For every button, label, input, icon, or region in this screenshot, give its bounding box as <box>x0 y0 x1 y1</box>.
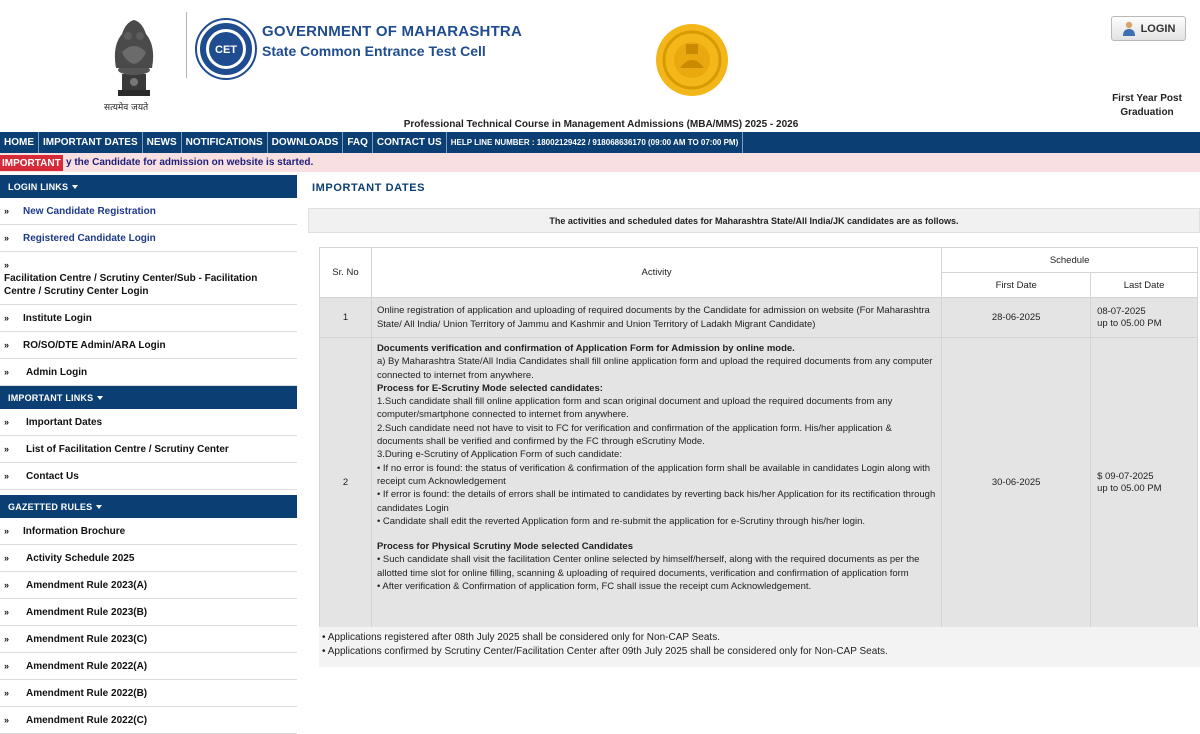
login-button[interactable] <box>1111 16 1186 41</box>
row2-activity <box>371 338 941 628</box>
caret-down-icon <box>97 396 103 400</box>
cet-logo-text: CET <box>215 44 237 56</box>
header-divider <box>186 12 187 78</box>
course-title: Professional Technical Course in Management Admissions (MBA/MMS) 2025 - 2026 <box>403 119 799 130</box>
sidebar-item-important-dates[interactable] <box>0 409 297 436</box>
sidebar-item-label: Important Dates <box>26 417 103 428</box>
nav-contact-us[interactable]: CONTACT US <box>373 132 447 153</box>
sidebar-item-label: Activity Schedule 2025 <box>26 553 135 564</box>
row1-first-date: 28-06-2025 <box>942 298 1091 338</box>
double-chevron-icon: » <box>4 634 7 644</box>
caret-down-icon <box>96 505 102 509</box>
user-login-icon <box>1122 21 1136 36</box>
sidebar-item-label: Amendment Rule 2023(A) <box>26 580 148 591</box>
double-chevron-icon: » <box>4 340 7 350</box>
table-row <box>320 338 1198 628</box>
col-header-srno: Sr. No <box>320 248 372 298</box>
row2-physical-heading: Process for Physical Scrutiny Mode selected Candidates <box>376 541 634 553</box>
sidebar <box>0 175 297 726</box>
nav-important-dates[interactable]: IMPORTANT DATES <box>39 132 143 153</box>
col-header-last-date: Last Date <box>1091 273 1198 298</box>
sidebar-item-label: Registered Candidate Login <box>23 233 156 244</box>
row2-escrutiny-bullet3: • Candidate shall edit the reverted Application form and re-submit the application for e-Scrutiny through his/her login. <box>376 515 866 527</box>
sidebar-item-label: Facilitation Centre / Scrutiny Center/Sub - Facilitation Centre / Scrutiny Center Login <box>4 273 258 297</box>
sidebar-item-label: List of Facilitation Centre / Scrutiny Center <box>26 444 229 455</box>
notes-list <box>322 631 888 658</box>
table-row <box>320 298 1198 338</box>
note-item: • Applications registered after 08th July 2025 shall be considered only for Non-CAP Seats. <box>322 632 720 643</box>
nav-news[interactable]: NEWS <box>143 132 182 153</box>
double-chevron-icon: » <box>4 233 7 243</box>
row2-escrutiny-step2: 2.Such candidate need not have to visit to FC for verification and confirmation of the application form. His/her application & documents shall be verified and confirmed by the FC through eScrutiny Mode. <box>376 422 892 448</box>
sidebar-item-label: Amendment Rule 2022(A) <box>26 661 148 672</box>
sidebar-item-label: RO/SO/DTE Admin/ARA Login <box>23 340 166 351</box>
program-label: First Year Post Graduation <box>1112 93 1182 118</box>
note-item: • Applications confirmed by Scrutiny Center/Facilitation Center after 09th July 2025 shall be considered only for Non-CAP Seats. <box>322 645 888 657</box>
sidebar-item-label: New Candidate Registration <box>23 206 156 217</box>
row2-srno: 2 <box>320 338 372 628</box>
col-header-activity: Activity <box>371 248 941 298</box>
col-header-first-date: First Date <box>942 273 1091 298</box>
sidebar-item-facilitation-centre-list[interactable] <box>0 436 297 463</box>
maharashtra-seal-icon <box>654 22 730 98</box>
sidebar-item-label: Admin Login <box>26 367 88 378</box>
col-header-schedule: Schedule <box>942 248 1198 273</box>
row2-heading: Documents verification and confirmation of Application Form for Admission by online mode. <box>376 343 795 354</box>
row2-line-a: a) By Maharashtra State/All India Candidates shall fill online application form and upload the required documents from any computer connected to internet from anywhere. <box>376 356 933 381</box>
sidebar-item-amendment-2022c[interactable] <box>0 707 297 734</box>
sidebar-item-amendment-2023b[interactable] <box>0 599 297 626</box>
row1-last-date-time: up to 05.00 PM <box>1097 317 1162 329</box>
nav-faq[interactable]: FAQ <box>343 132 373 153</box>
nav-notifications[interactable]: NOTIFICATIONS <box>182 132 268 153</box>
row1-activity: Online registration of application and uploading of required documents by the Candidate for admission on website (For Maharashtra State/ All India/ Union Territory of Jammu and Kashmir and Union Territory of Ladakh Migrant Candidate) <box>371 298 941 338</box>
double-chevron-icon: » <box>4 715 7 725</box>
row2-escrutiny-bullet2: • If error is found: the details of errors shall be intimated to candidates by reverting back his/her Application for its rectification through candidates Login <box>376 489 936 514</box>
row2-physical-bullet1: • Such candidate shall visit the facilitation Center online selected by himself/herself, along with the required documents as per the allotted time slot for online filling, scanning & uploading of required documents, verification and confirmation of application form <box>376 554 920 579</box>
emblem-caption: सत्यमेव जयते <box>104 103 149 113</box>
double-chevron-icon: » <box>4 260 7 270</box>
sidebar-item-amendment-2023a[interactable] <box>0 572 297 599</box>
sidebar-item-label: Amendment Rule 2022(C) <box>26 715 148 726</box>
login-links-heading[interactable] <box>0 175 297 198</box>
double-chevron-icon: » <box>4 553 7 563</box>
ticker-tag: IMPORTANT <box>0 155 63 171</box>
main-nav <box>0 132 1200 153</box>
row1-srno: 1 <box>320 298 372 338</box>
login-label: LOGIN <box>1140 22 1176 35</box>
nav-downloads[interactable]: DOWNLOADS <box>268 132 344 153</box>
row2-escrutiny-step3: 3.During e-Scrutiny of Application Form of such candidate: <box>376 449 622 461</box>
sidebar-item-new-candidate-registration[interactable] <box>0 198 297 225</box>
helpline-number: HELP LINE NUMBER : 18002129422 / 918068636170 (09:00 AM TO 07:00 PM) <box>447 132 744 153</box>
double-chevron-icon: » <box>4 206 7 216</box>
sidebar-item-label: Amendment Rule 2023(B) <box>26 607 148 618</box>
intro-text: The activities and scheduled dates for Maharashtra State/All India/JK candidates are as follows. <box>308 208 1200 233</box>
main-content <box>308 175 1200 667</box>
row2-escrutiny-step1: 1.Such candidate shall fill online application form and scan original document and upload the required documents from any computer/smartphone connected to internet from anywhere. <box>376 396 893 421</box>
cet-logo-icon <box>195 18 257 80</box>
double-chevron-icon: » <box>4 313 7 323</box>
row2-physical-bullet2: • After verification & Confirmation of application form, FC shall issue the receipt cum Acknowledgement. <box>376 581 812 593</box>
login-links-heading-label: LOGIN LINKS <box>8 181 69 192</box>
gazetted-rules-heading[interactable] <box>0 495 297 518</box>
double-chevron-icon: » <box>4 526 7 536</box>
ticker-text[interactable]: y the Candidate for admission on website is started. <box>66 157 314 168</box>
sidebar-item-label: Amendment Rule 2023(C) <box>26 634 148 645</box>
double-chevron-icon: » <box>4 367 7 377</box>
sidebar-item-label: Institute Login <box>23 313 92 324</box>
nav-home[interactable]: HOME <box>0 132 39 153</box>
sidebar-item-institute-login[interactable] <box>0 305 297 332</box>
site-header <box>0 0 1200 132</box>
row2-last-date-value: $ 09-07-2025 <box>1097 470 1154 482</box>
row2-escrutiny-heading: Process for E-Scrutiny Mode selected candidates: <box>376 382 603 394</box>
sidebar-item-contact-us[interactable] <box>0 463 297 490</box>
row2-first-date: 30-06-2025 <box>942 338 1091 628</box>
sidebar-item-facilitation-centre-login[interactable] <box>0 252 297 305</box>
sidebar-item-ro-so-dte-admin-login[interactable] <box>0 332 297 359</box>
important-links-heading[interactable] <box>0 386 297 409</box>
double-chevron-icon: » <box>4 444 7 454</box>
double-chevron-icon: » <box>4 607 7 617</box>
row2-escrutiny-bullet1: • If no error is found: the status of verification & confirmation of the application form shall be available in candidates Login along with receipt cum Acknowledgement <box>376 462 930 487</box>
sidebar-item-amendment-2022a[interactable] <box>0 653 297 680</box>
important-dates-table <box>319 247 1198 628</box>
sidebar-item-label: Contact Us <box>26 471 79 482</box>
government-title: GOVERNMENT OF MAHARASHTRA <box>262 23 522 40</box>
news-ticker <box>0 153 1200 172</box>
sidebar-item-information-brochure[interactable] <box>0 518 297 545</box>
double-chevron-icon: » <box>4 688 7 698</box>
caret-down-icon <box>72 185 78 189</box>
important-links-heading-label: IMPORTANT LINKS <box>8 392 94 403</box>
sidebar-item-amendment-2023c[interactable] <box>0 626 297 653</box>
double-chevron-icon: » <box>4 661 7 671</box>
sidebar-item-registered-candidate-login[interactable] <box>0 225 297 252</box>
table-header-row <box>320 248 1198 273</box>
sidebar-item-label: Information Brochure <box>23 526 126 537</box>
cell-title: State Common Entrance Test Cell <box>262 43 486 59</box>
page-title: IMPORTANT DATES <box>312 182 426 194</box>
sidebar-item-label: Amendment Rule 2022(B) <box>26 688 148 699</box>
sidebar-item-amendment-2022b[interactable] <box>0 680 297 707</box>
gazetted-rules-heading-label: GAZETTED RULES <box>8 501 93 512</box>
double-chevron-icon: » <box>4 580 7 590</box>
row1-last-date-value: 08-07-2025 <box>1097 305 1146 317</box>
row2-last-date <box>1091 338 1198 628</box>
sidebar-item-admin-login[interactable] <box>0 359 297 386</box>
double-chevron-icon: » <box>4 471 7 481</box>
sidebar-item-activity-schedule[interactable] <box>0 545 297 572</box>
row2-last-date-time: up to 05.00 PM <box>1097 482 1162 494</box>
national-emblem-icon <box>102 12 166 112</box>
double-chevron-icon: » <box>4 417 7 427</box>
row1-last-date <box>1091 298 1198 338</box>
